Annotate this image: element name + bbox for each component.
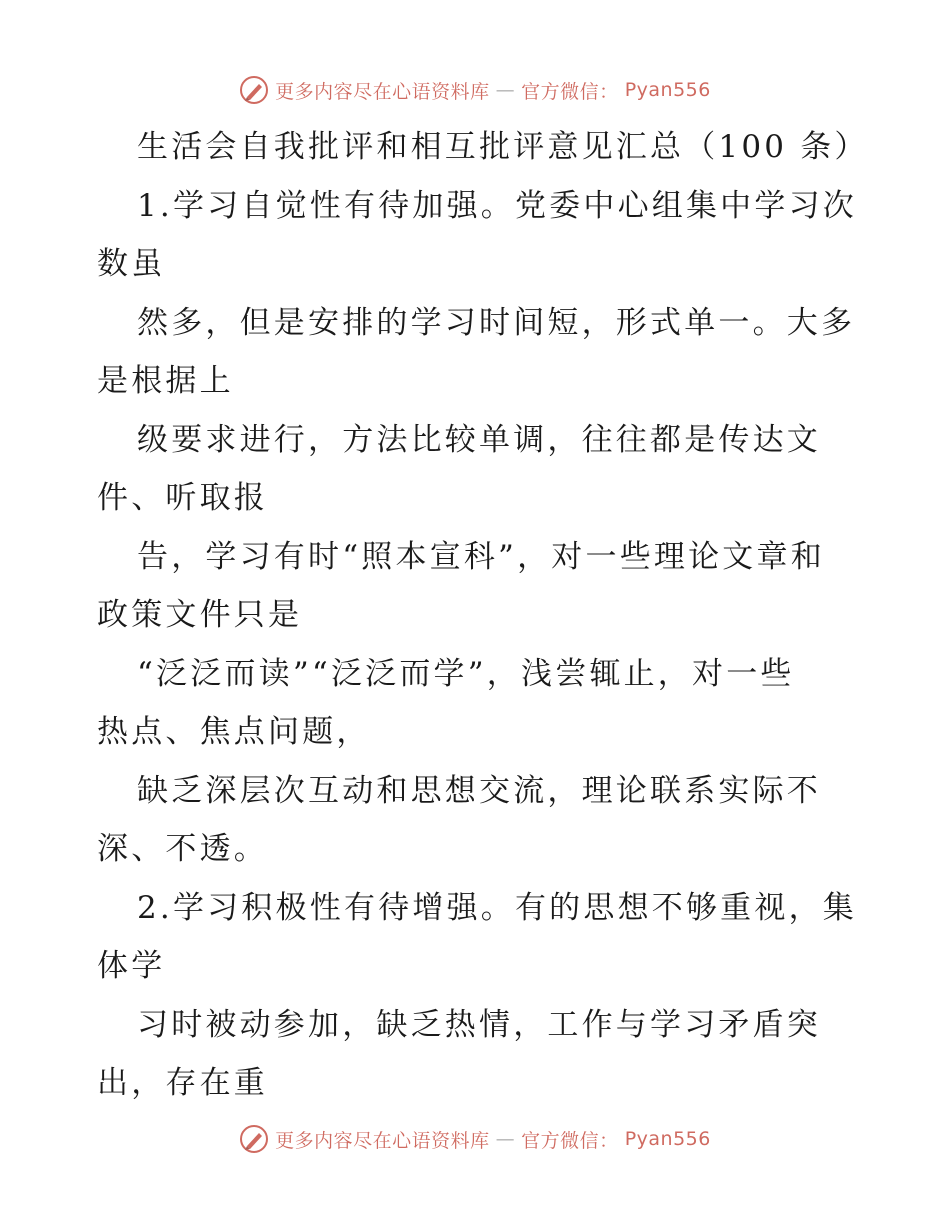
- text-line: 告，学习有时“照本宣科”，对一些理论文章和: [137, 538, 825, 575]
- watermark-account-label: 官方微信：: [521, 1129, 619, 1152]
- text-line: 是根据上: [97, 363, 234, 399]
- watermark-banner: [239, 75, 711, 105]
- watermark-separator: —: [495, 1128, 516, 1150]
- watermark-account-label: 官方微信：: [521, 80, 619, 103]
- watermark-account: Pyan556: [624, 1128, 711, 1150]
- document-body: [97, 118, 869, 1113]
- text-line: 1.学习自觉性有待加强。党委中心组集中学习次: [137, 187, 857, 224]
- watermark-site: 更多内容尽在心语资料库: [275, 1129, 490, 1152]
- text-line: 件、听取报: [97, 480, 268, 516]
- document-title: 生活会自我批评和相互批评意见汇总（100 条）: [137, 129, 869, 165]
- header-watermark: [0, 72, 950, 108]
- watermark-separator: —: [495, 79, 516, 101]
- text-line: 缺乏深层次互动和思想交流，理论联系实际不: [137, 772, 821, 809]
- text-line: 深、不透。: [97, 831, 268, 867]
- text-line: 然多，但是安排的学习时间短，形式单一。大多: [137, 304, 856, 341]
- watermark-account: Pyan556: [624, 79, 711, 101]
- text-line: 级要求进行，方法比较单调，往往都是传达文: [137, 421, 821, 458]
- text-line: 习时被动参加，缺乏热情，工作与学习矛盾突: [137, 1006, 821, 1043]
- text-line: 热点、焦点问题，: [97, 714, 371, 750]
- text-line: “泛泛而读”“泛泛而学”，浅尝辄止，对一些: [137, 655, 795, 692]
- watermark-banner: [239, 1124, 711, 1154]
- text-line: 数虽: [97, 246, 166, 282]
- footer-watermark: [0, 1121, 950, 1157]
- pen-logo-icon: [239, 75, 269, 105]
- text-line: 体学: [97, 948, 166, 984]
- text-line: 2.学习积极性有待增强。有的思想不够重视，集: [137, 889, 857, 926]
- watermark-site: 更多内容尽在心语资料库: [275, 80, 490, 103]
- text-line: 政策文件只是: [97, 597, 303, 633]
- pen-logo-icon: [239, 1124, 269, 1154]
- text-line: 出，存在重: [97, 1065, 268, 1101]
